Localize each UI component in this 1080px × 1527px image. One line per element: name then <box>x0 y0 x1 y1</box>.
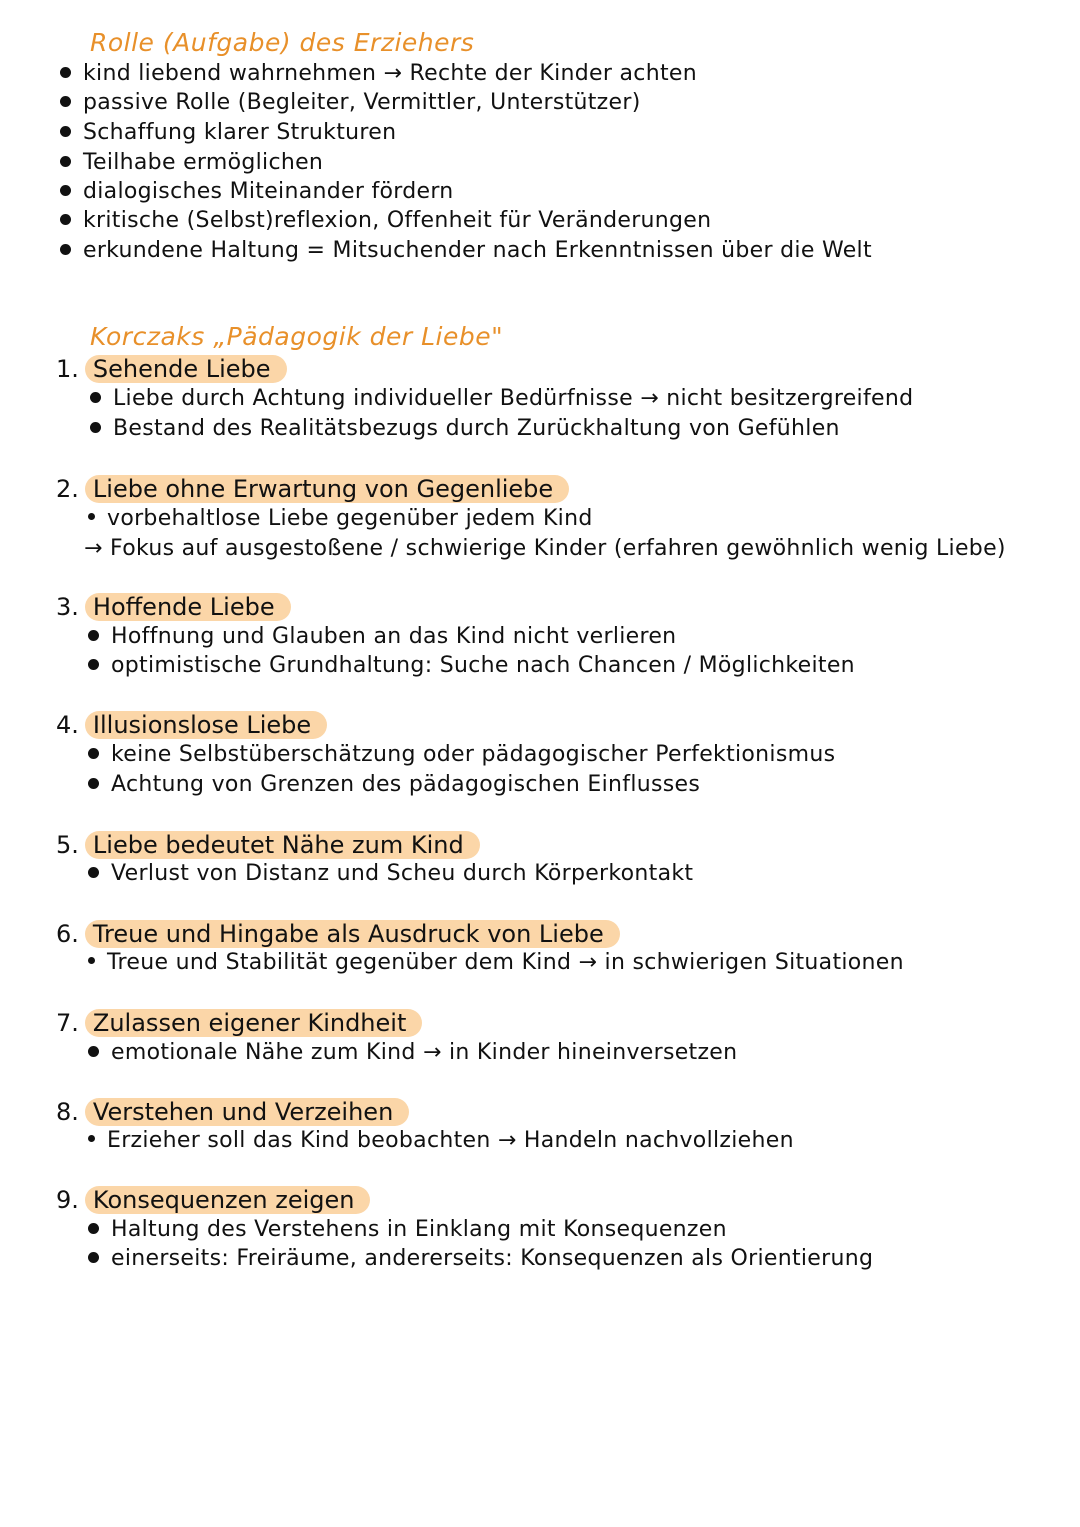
point-7-title: 7. Zulassen eigener Kindheit <box>56 1008 422 1038</box>
bullet-icon <box>88 1223 99 1234</box>
bullet-icon <box>60 126 71 137</box>
point-4-title: 4. Illusionslose Liebe <box>56 710 327 740</box>
bullet-icon <box>88 630 99 641</box>
list-item: einerseits: Freiräume, andererseits: Konsequenzen als Orientierung <box>88 1245 873 1273</box>
section2-title: Korczaks „Pädagogik der Liebe" <box>90 322 504 351</box>
list-item: optimistische Grundhaltung: Suche nach Chancen / Möglichkeiten <box>88 652 855 680</box>
list-item: Treue und Stabilität gegenüber dem Kind → in schwierigen Situationen <box>88 949 904 977</box>
bullet-icon <box>60 214 71 225</box>
list-item: Achtung von Grenzen des pädagogischen Einflusses <box>88 771 700 799</box>
bullet-icon <box>88 659 99 670</box>
list-item: Haltung des Verstehens in Einklang mit Konsequenzen <box>88 1216 727 1244</box>
list-item: Hoffnung und Glauben an das Kind nicht verlieren <box>88 623 676 651</box>
list-item: Verlust von Distanz und Scheu durch Körperkontakt <box>88 860 693 888</box>
bullet-icon <box>88 778 99 789</box>
point-9-title: 9. Konsequenzen zeigen <box>56 1185 370 1215</box>
list-item: Schaffung klarer Strukturen <box>60 119 396 147</box>
list-item: vorbehaltlose Liebe gegenüber jedem Kind <box>88 505 593 533</box>
bullet-icon <box>90 392 101 403</box>
bullet-icon <box>60 156 71 167</box>
list-item: erkundene Haltung = Mitsuchender nach Erkenntnissen über die Welt <box>60 237 872 265</box>
point-8-title: 8. Verstehen und Verzeihen <box>56 1097 409 1127</box>
list-item: dialogisches Miteinander fördern <box>60 178 454 206</box>
point-5-title: 5. Liebe bedeutet Nähe zum Kind <box>56 830 480 860</box>
section1-title: Rolle (Aufgabe) des Erziehers <box>90 28 475 57</box>
bullet-icon <box>88 748 99 759</box>
point-6-title: 6. Treue und Hingabe als Ausdruck von Liebe <box>56 919 620 949</box>
point-1-title: 1. Sehende Liebe <box>56 354 287 384</box>
point-3-title: 3. Hoffende Liebe <box>56 592 291 622</box>
bullet-icon <box>88 1252 99 1263</box>
bullet-icon <box>90 422 101 433</box>
list-item: → Fokus auf ausgestoßene / schwierige Kinder (erfahren gewöhnlich wenig Liebe) <box>84 536 1006 561</box>
list-item: Bestand des Realitätsbezugs durch Zurückhaltung von Gefühlen <box>90 415 840 443</box>
list-item: Liebe durch Achtung individueller Bedürfnisse → nicht besitzergreifend <box>90 385 913 413</box>
bullet-icon <box>60 244 71 255</box>
list-item: Teilhabe ermöglichen <box>60 149 323 177</box>
list-item: keine Selbstüberschätzung oder pädagogischer Perfektionismus <box>88 741 835 769</box>
list-item: emotionale Nähe zum Kind → in Kinder hineinversetzen <box>88 1039 737 1067</box>
list-item: kritische (Selbst)reflexion, Offenheit für Veränderungen <box>60 207 711 235</box>
point-2-title: 2. Liebe ohne Erwartung von Gegenliebe <box>56 474 569 504</box>
bullet-icon <box>88 1135 95 1142</box>
bullet-icon <box>88 513 95 520</box>
bullet-icon <box>88 957 95 964</box>
bullet-icon <box>60 67 71 78</box>
bullet-icon <box>60 96 71 107</box>
bullet-icon <box>88 867 99 878</box>
bullet-icon <box>60 185 71 196</box>
bullet-icon <box>88 1046 99 1057</box>
list-item: kind liebend wahrnehmen → Rechte der Kinder achten <box>60 60 697 88</box>
list-item: Erzieher soll das Kind beobachten → Handeln nachvollziehen <box>88 1127 794 1155</box>
list-item: passive Rolle (Begleiter, Vermittler, Unterstützer) <box>60 89 641 117</box>
